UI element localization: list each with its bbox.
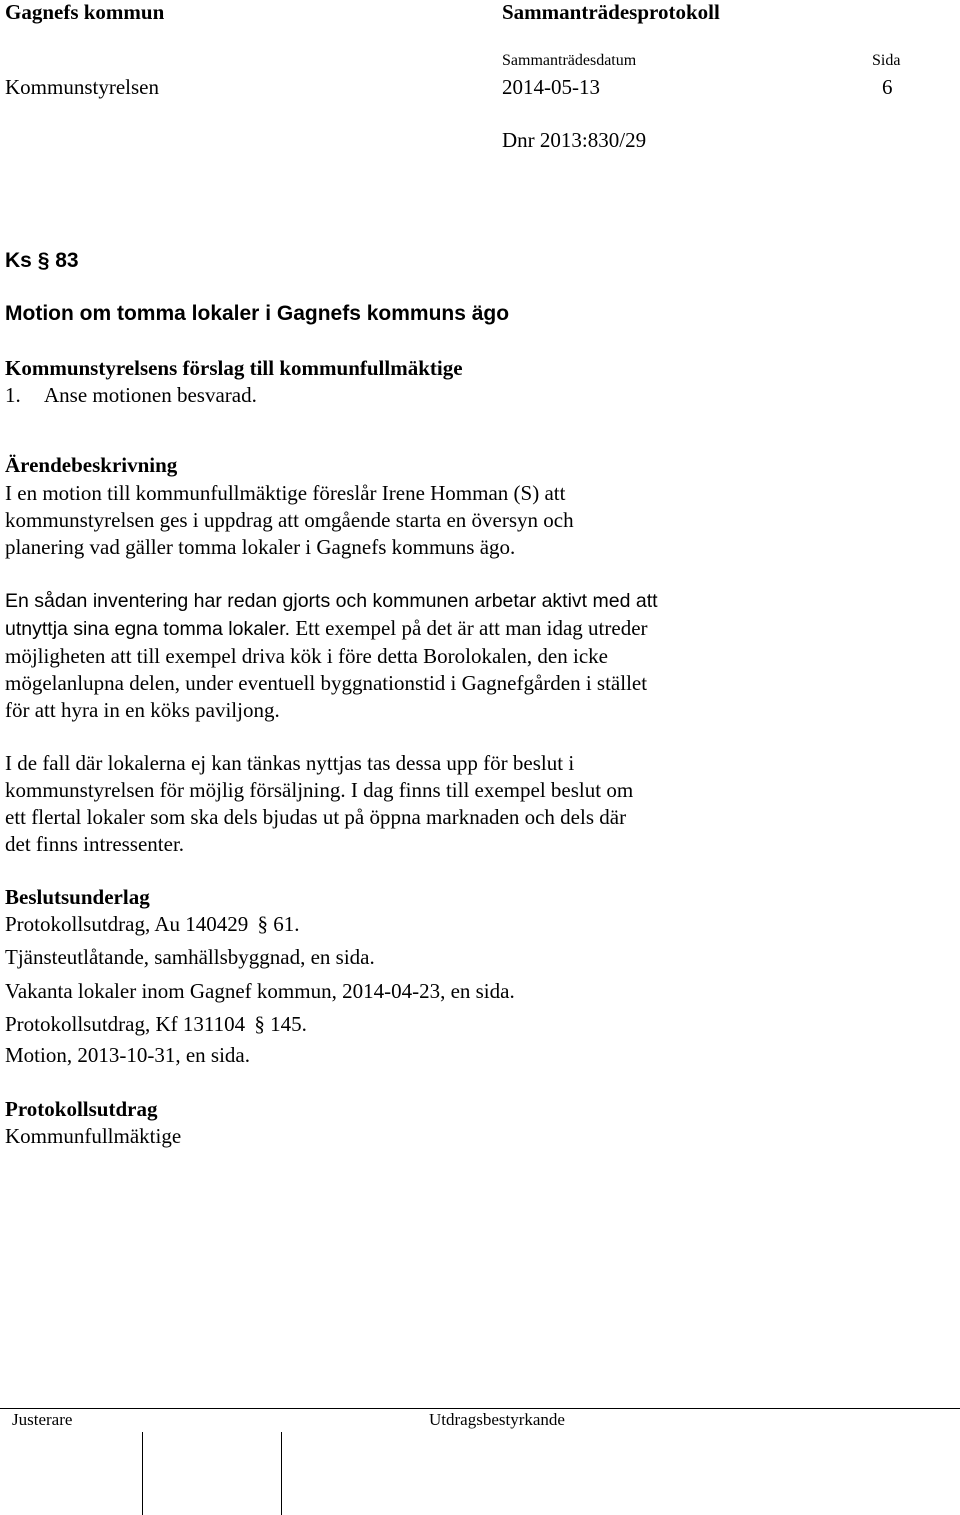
meeting-date: 2014-05-13 <box>502 75 600 99</box>
decision-basis-item <box>5 912 300 937</box>
description-paragraph-2 <box>5 588 745 724</box>
text-line: kommunstyrelsen ges i uppdrag att omgående starta en översyn och <box>5 508 574 532</box>
text-line: I en motion till kommunfullmäktige föreslår Irene Homman (S) att <box>5 481 566 505</box>
text-segment: Ett exempel på det är att man idag utreder <box>290 616 648 640</box>
certifier-label: Utdragsbestyrkande <box>429 1410 565 1429</box>
text-line: kommunstyrelsen för möjlig försäljning. I dag finns till exempel beslut om <box>5 778 634 802</box>
municipality-name: Gagnefs kommun <box>5 0 165 24</box>
body-name: Kommunstyrelsen <box>5 75 159 99</box>
text-line: ett flertal lokaler som ska dels bjudas ut på öppna marknaden och dels där <box>5 805 627 829</box>
extract-heading: Protokollsutdrag <box>5 1097 158 1121</box>
decision-basis-item: Vakanta lokaler inom Gagnef kommun, 2014-04-23, en sida. <box>5 979 515 1003</box>
decision-basis-item: Tjänsteutlåtande, samhällsbyggnad, en sida. <box>5 945 375 969</box>
decision-basis-item <box>5 1012 307 1037</box>
signature-box-divider <box>142 1432 143 1515</box>
proposal-item-text: Anse motionen besvarad. <box>44 383 257 407</box>
proposal-item-number: 1. <box>5 383 21 407</box>
page-number: 6 <box>882 75 893 99</box>
paragraph-sign: § <box>257 912 269 936</box>
text-line: mögelanlupna delen, under eventuell byggnationstid i Gagnefgården i stället <box>5 671 648 695</box>
decision-basis-item: Motion, 2013-10-31, en sida. <box>5 1043 250 1067</box>
text-line: planering vad gäller tomma lokaler i Gagnefs kommuns ägo. <box>5 535 516 559</box>
case-number <box>5 249 79 273</box>
description-heading: Ärendebeskrivning <box>5 453 178 477</box>
adjuster-label: Justerare <box>12 1410 73 1429</box>
proposal-heading: Kommunstyrelsens förslag till kommunfullmäktige <box>5 356 463 380</box>
text-segment: utnyttja sina egna tomma lokaler. <box>5 618 291 640</box>
document-type: Sammanträdesprotokoll <box>502 0 720 24</box>
page-label: Sida <box>872 52 901 69</box>
decision-basis-text: Protokollsutdrag, Kf 131104 <box>5 1012 246 1036</box>
decision-basis-text: Protokollsutdrag, Au 140429 <box>5 912 249 936</box>
text-line-mixed <box>5 615 745 643</box>
date-label: Sammanträdesdatum <box>502 52 637 69</box>
signature-box-divider <box>281 1432 282 1515</box>
text-line: I de fall där lokalerna ej kan tänkas nyttjas tas dessa upp för beslut i <box>5 751 575 775</box>
case-title: Motion om tomma lokaler i Gagnefs kommuns ägo <box>5 302 510 325</box>
proposal-item <box>5 383 257 408</box>
paragraph-sign: § <box>254 1012 265 1036</box>
description-paragraph-3 <box>5 750 745 858</box>
diary-number: Dnr 2013:830/29 <box>502 128 647 152</box>
extract-recipient: Kommunfullmäktige <box>5 1124 182 1148</box>
text-line: det finns intressenter. <box>5 832 185 856</box>
decision-basis-paragraph: 145. <box>270 1012 307 1036</box>
case-number-value: 83 <box>55 249 79 272</box>
text-line: för att hyra in en köks paviljong. <box>5 698 280 722</box>
paragraph-sign: § <box>37 249 50 272</box>
text-line: En sådan inventering har redan gjorts och kommunen arbetar aktivt med att <box>5 590 658 612</box>
description-paragraph-1 <box>5 480 745 561</box>
text-line: möjligheten att till exempel driva kök i före detta Borolokalen, den icke <box>5 644 608 668</box>
footer-divider <box>0 1408 960 1409</box>
decision-basis-heading: Beslutsunderlag <box>5 885 150 909</box>
case-number-prefix: Ks <box>5 249 32 272</box>
decision-basis-paragraph: 61. <box>273 912 300 936</box>
